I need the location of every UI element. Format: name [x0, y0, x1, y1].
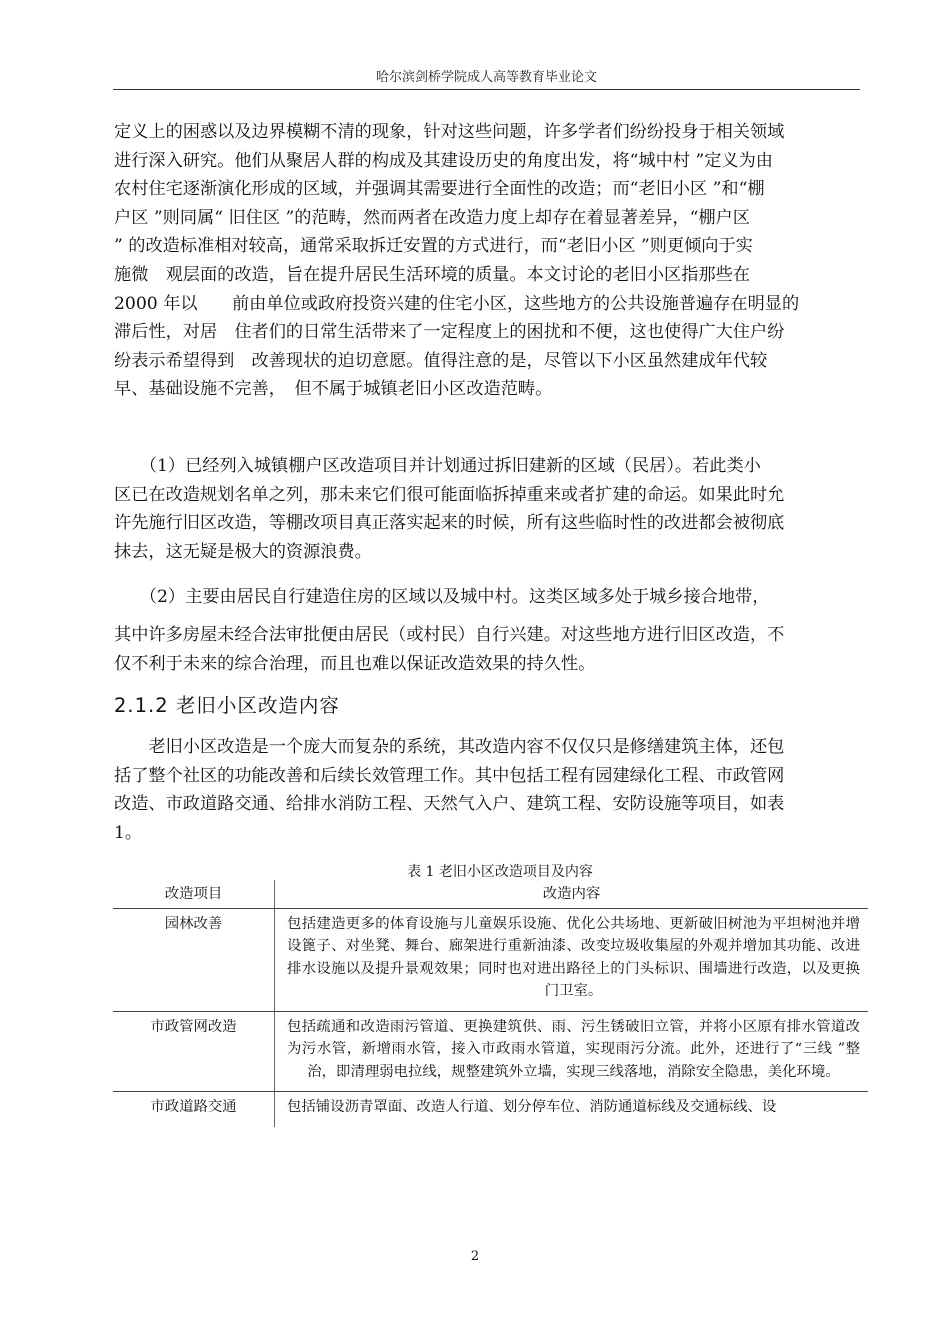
text-line: 滞后性，对居 住者们的日常生活带来了一定程度上的困扰和不便，这也使得广大住户纷 — [114, 322, 785, 343]
text-line: 区已在改造规划名单之列，那未来它们很可能面临拆掉重来或者扩建的命运。如果此时允 — [114, 484, 785, 505]
row-content: 包括铺设沥青罩面、改造人行道、划分停车位、消防通道标线及交通标线、设 — [287, 1099, 777, 1115]
row-content: 包括疏通和改造雨污管道、更换建筑供、雨、污生锈破旧立管，并将小区原有排水管道改为污水管，新增雨水管，接入市政雨水管道，实现雨污分流。此外，还进行了“三线 ”整治，即清理弱电拉线，规整建筑外立墙，实现三线落地，消除安全隐患，美化环境。 — [275, 1011, 869, 1092]
row-item: 园林改善 — [113, 908, 275, 1011]
text-line: （1）已经列入城镇棚户区改造项目并计划通过拆旧建新的区域（民居）。若此类小 — [114, 456, 761, 476]
table-row — [113, 1092, 868, 1127]
page-header: 哈尔滨剑桥学院成人高等教育毕业论文 — [375, 70, 597, 85]
text-line: 其中许多房屋未经合法审批便由居民（或村民）自行兴建。对这些地方进行旧区改造，不 — [114, 625, 785, 645]
text-line: 老旧小区改造是一个庞大而复杂的系统，其改造内容不仅仅只是修缮建筑主体，还包 — [114, 737, 785, 757]
row-item: 市政管网改造 — [113, 1011, 275, 1092]
text-line: 纷表示希望得到 改善现状的迫切意愿。值得注意的是，尽管以下小区虽然建成年代较 — [114, 350, 768, 371]
column-header-content: 改造内容 — [275, 880, 869, 908]
text-line: 定义上的困惑以及边界模糊不清的现象，针对这些问题，许多学者们纷纷投身于相关领域 — [114, 122, 785, 142]
row-item: 市政道路交通 — [113, 1092, 275, 1127]
paragraph-exclusion-2-cont — [114, 621, 866, 678]
paragraph-definition — [114, 118, 866, 404]
text-line: 进行深入研究。他们从聚居人群的构成及其建设历史的角度出发，将“城中村 ”定义为由 — [114, 150, 773, 171]
header-divider — [113, 89, 860, 90]
text-line: 括了整个社区的功能改善和后续长效管理工作。其中包括工程有园建绿化工程、市政管网 — [114, 765, 785, 786]
text-line: 施微 观层面的改造，旨在提升居民生活环境的质量。本文讨论的老旧小区指那些在 — [114, 264, 750, 285]
renovation-table — [113, 880, 868, 1127]
table-caption: 表 1 老旧小区改造项目及内容 — [407, 864, 593, 880]
text-line: 早、基础设施不完善， 但不属于城镇老旧小区改造范畴。 — [114, 379, 553, 400]
paragraph-exclusion-1 — [114, 452, 866, 566]
text-line: 许先施行旧区改造，等棚改项目真正落实起来的时候，所有这些临时性的改进都会被彻底 — [114, 513, 785, 534]
page-number: 2 — [470, 1249, 480, 1264]
table-row — [113, 1011, 868, 1092]
text-line: （2）主要由居民自行建造住房的区域以及城中村。这类区域多处于城乡接合地带， — [114, 587, 770, 607]
table-row — [113, 908, 868, 1011]
text-line: 抹去，这无疑是极大的资源浪费。 — [114, 541, 372, 562]
text-line: ” 的改造标准相对较高，通常采取拆迁安置的方式进行，而“老旧小区 ”则更倾向于实 — [114, 236, 753, 257]
text-line: 改造、市政道路交通、给排水消防工程、天然气入户、建筑工程、安防设施等项目，如表 — [114, 794, 785, 815]
section-heading: 2.1.2 老旧小区改造内容 — [114, 694, 340, 717]
column-header-item: 改造项目 — [113, 880, 275, 908]
text-line: 1。 — [114, 822, 143, 843]
text-line: 2000 年以 前由单位或政府投资兴建的住宅小区，这些地方的公共设施普遍存在明显的 — [114, 293, 800, 314]
table-header-row — [113, 880, 868, 908]
text-line: 仅不利于未来的综合治理，而且也难以保证改造效果的持久性。 — [114, 653, 596, 674]
text-line: 户区 ”则同属“ 旧住区 ”的范畴，然而两者在改造力度上却存在着显著差异，“棚户区 — [114, 207, 750, 228]
paragraph-exclusion-2 — [114, 583, 866, 612]
row-content: 包括建造更多的体育设施与儿童娱乐设施、优化公共场地、更新破旧树池为平坦树池并增设篦子、对坐凳、舞台、廊架进行重新油漆、改变垃圾收集屋的外观并增加其功能、改进排水设施以及提升景观效果；同时也对进出路径上的门头标识、围墙进行改造，以及更换门卫室。 — [275, 908, 869, 1011]
text-line: 农村住宅逐渐演化形成的区域，并强调其需要进行全面性的改造；而“老旧小区 ”和“棚 — [114, 179, 765, 200]
paragraph-renovation-content — [114, 733, 866, 847]
